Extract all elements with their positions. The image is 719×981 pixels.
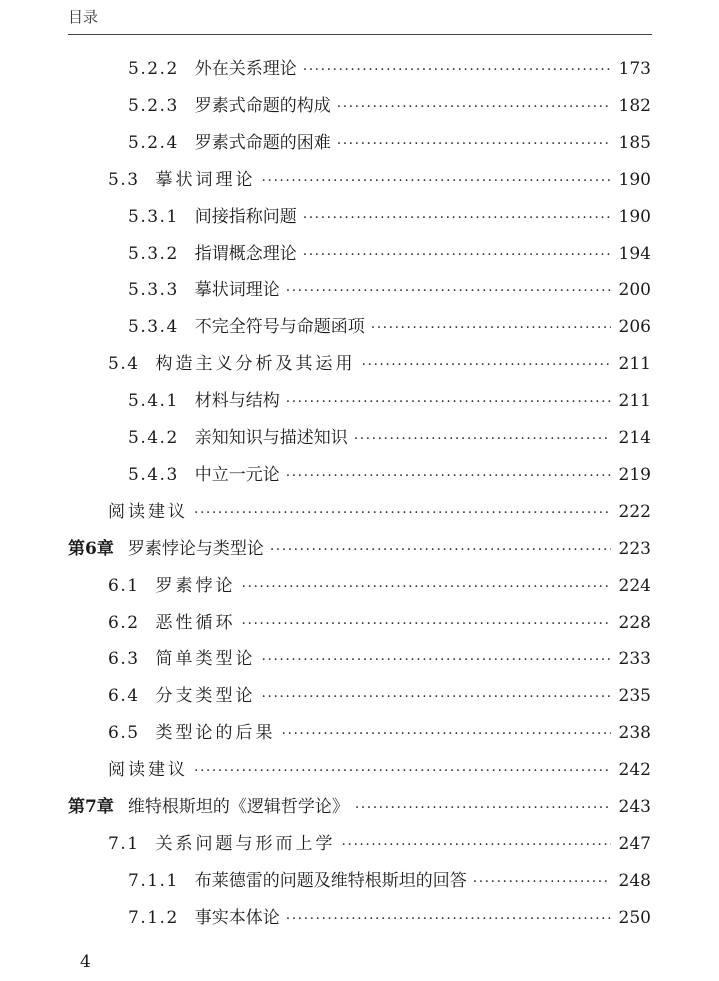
toc-entry[interactable] — [128, 275, 651, 303]
toc-entry[interactable] — [108, 755, 651, 783]
toc-entry-title: 罗素悖论与类型论 — [127, 538, 264, 559]
toc-entry-page: 250 — [618, 907, 651, 928]
toc-entry[interactable] — [68, 534, 651, 562]
toc-entry-page: 173 — [618, 59, 651, 79]
toc-entry[interactable] — [128, 866, 651, 894]
toc-entry-title: 阅读建议 — [108, 760, 188, 781]
toc-entry-title: 外在关系理论 — [194, 59, 297, 79]
toc-entry-title: 罗素式命题的困难 — [194, 132, 331, 153]
toc-entry-title: 维特根斯坦的《逻辑哲学论》 — [127, 797, 349, 817]
toc-entry-number: 6.2 — [108, 612, 140, 633]
toc-entry-title: 摹状词理论 — [155, 169, 256, 190]
toc-entry-number: 5.3.1 — [128, 206, 179, 227]
dot-leader — [371, 320, 611, 336]
toc-entry-number: 7.1.1 — [128, 870, 179, 891]
dot-leader — [286, 394, 611, 410]
toc-entry-title: 类型论的后果 — [155, 723, 276, 744]
toc-entry[interactable] — [108, 718, 651, 746]
toc-entry[interactable] — [128, 239, 651, 267]
dot-leader — [303, 247, 611, 263]
toc-entry[interactable] — [108, 644, 651, 672]
toc-entry-number: 5.4.1 — [128, 391, 179, 412]
toc-entry-title: 间接指称问题 — [194, 206, 297, 227]
dot-leader — [282, 726, 611, 742]
toc-entry-page: 222 — [618, 501, 651, 522]
toc-entry[interactable] — [108, 608, 651, 636]
toc-entry-title: 摹状词理论 — [194, 280, 280, 301]
toc-entry-page: 224 — [618, 575, 651, 596]
toc-entry-number: 5.4.2 — [128, 428, 179, 448]
toc-entry[interactable] — [68, 792, 651, 820]
header-title: 目录 — [68, 8, 99, 26]
page-number: 4 — [80, 952, 91, 972]
toc-entry-page: 206 — [618, 317, 651, 338]
toc-entry-title: 构造主义分析及其运用 — [155, 354, 356, 375]
toc-entry-number: 5.3 — [108, 169, 140, 190]
toc-entry-page: 211 — [618, 391, 651, 412]
toc-entry-page: 233 — [618, 649, 651, 670]
dot-leader — [355, 800, 611, 816]
dot-leader — [270, 542, 611, 558]
dot-leader — [303, 62, 611, 78]
dot-leader — [286, 911, 611, 927]
toc-entry[interactable] — [108, 681, 651, 709]
dot-leader — [194, 763, 611, 779]
toc-entry-number: 第7章 — [68, 797, 114, 817]
dot-leader — [473, 874, 611, 890]
toc-entry-page: 235 — [618, 686, 651, 707]
toc-entry-page: 242 — [618, 760, 651, 781]
toc-entry-number: 7.1.2 — [128, 907, 179, 928]
toc-entry[interactable] — [128, 903, 651, 931]
toc-entry-page: 223 — [618, 538, 651, 559]
dot-leader — [242, 579, 611, 595]
toc-entry-number: 5.2.3 — [128, 95, 179, 116]
dot-leader — [303, 210, 611, 226]
dot-leader — [362, 357, 611, 373]
toc-entry[interactable] — [128, 91, 651, 119]
toc-entry-title: 罗素式命题的构成 — [194, 95, 331, 116]
toc-entry-title: 布莱德雷的问题及维特根斯坦的回答 — [194, 870, 467, 891]
toc-entry-page: 200 — [618, 280, 651, 301]
toc-entry[interactable] — [108, 571, 651, 599]
toc-entry-title: 恶性循环 — [155, 612, 236, 633]
dot-leader — [342, 837, 611, 853]
toc-entry-page: 185 — [618, 132, 651, 153]
toc-entry-page: 194 — [618, 243, 651, 264]
toc-entry-number: 6.1 — [108, 575, 140, 596]
dot-leader — [286, 468, 611, 484]
toc-entry-number: 5.3.4 — [128, 317, 179, 338]
dot-leader — [337, 136, 611, 152]
toc-entry[interactable] — [128, 128, 651, 156]
toc-entry[interactable] — [128, 312, 651, 340]
dot-leader — [286, 283, 611, 299]
toc-entry-number: 5.4.3 — [128, 464, 179, 485]
toc-entry-page: 211 — [618, 354, 651, 375]
toc-entry-title: 分支类型论 — [155, 686, 256, 707]
toc-entry-page: 182 — [618, 95, 651, 116]
toc-entry[interactable] — [128, 54, 651, 82]
toc-entry-number: 6.4 — [108, 686, 140, 707]
dot-leader — [354, 431, 611, 447]
toc-entry-page: 214 — [618, 428, 651, 448]
toc-entry-number: 7.1 — [108, 833, 140, 854]
toc-entry-number: 5.3.2 — [128, 243, 179, 264]
toc-entry-number: 5.2.2 — [128, 59, 179, 79]
toc-entry-page: 238 — [618, 723, 651, 744]
toc-entry-page: 190 — [618, 169, 651, 190]
toc-entry-number: 6.5 — [108, 723, 140, 744]
toc-entry[interactable] — [108, 349, 651, 377]
toc-entry-page: 247 — [618, 833, 651, 854]
toc-entry-title: 不完全符号与命题函项 — [194, 317, 365, 338]
toc-entry-title: 事实本体论 — [194, 907, 280, 928]
toc-entry-page: 243 — [618, 797, 651, 817]
toc-entry-number: 5.4 — [108, 354, 140, 375]
toc-entry-number: 6.3 — [108, 649, 140, 670]
toc-entry-title: 关系问题与形而上学 — [155, 833, 336, 854]
toc-entry-title: 阅读建议 — [108, 501, 188, 522]
toc-entry-page: 228 — [618, 612, 651, 633]
running-header — [68, 8, 652, 35]
dot-leader — [242, 616, 611, 632]
dot-leader — [194, 505, 611, 521]
toc-entry[interactable] — [128, 386, 651, 414]
toc-entry[interactable] — [108, 497, 651, 525]
toc-entry-number: 第6章 — [68, 538, 114, 559]
dot-leader — [262, 652, 611, 668]
toc-entry[interactable] — [108, 829, 651, 857]
toc-entry-page: 248 — [618, 870, 651, 891]
toc-entry-page: 219 — [618, 464, 651, 485]
toc-entry-title: 罗素悖论 — [155, 575, 236, 596]
dot-leader — [337, 99, 611, 115]
toc-entry-title: 简单类型论 — [155, 649, 256, 670]
toc-entry-page: 190 — [618, 206, 651, 227]
dot-leader — [262, 173, 611, 189]
toc-entry[interactable] — [108, 165, 651, 193]
toc-entry-number: 5.2.4 — [128, 132, 179, 153]
toc-entry[interactable] — [128, 423, 651, 451]
toc-entry-number: 5.3.3 — [128, 280, 179, 301]
toc-entry-title: 亲知知识与描述知识 — [194, 428, 348, 448]
toc-entry-title: 指谓概念理论 — [194, 243, 297, 264]
toc-entry[interactable] — [128, 460, 651, 488]
toc-entry[interactable] — [128, 202, 651, 230]
toc-entry-title: 中立一元论 — [194, 464, 280, 485]
dot-leader — [262, 689, 611, 705]
toc-entry-title: 材料与结构 — [194, 391, 280, 412]
